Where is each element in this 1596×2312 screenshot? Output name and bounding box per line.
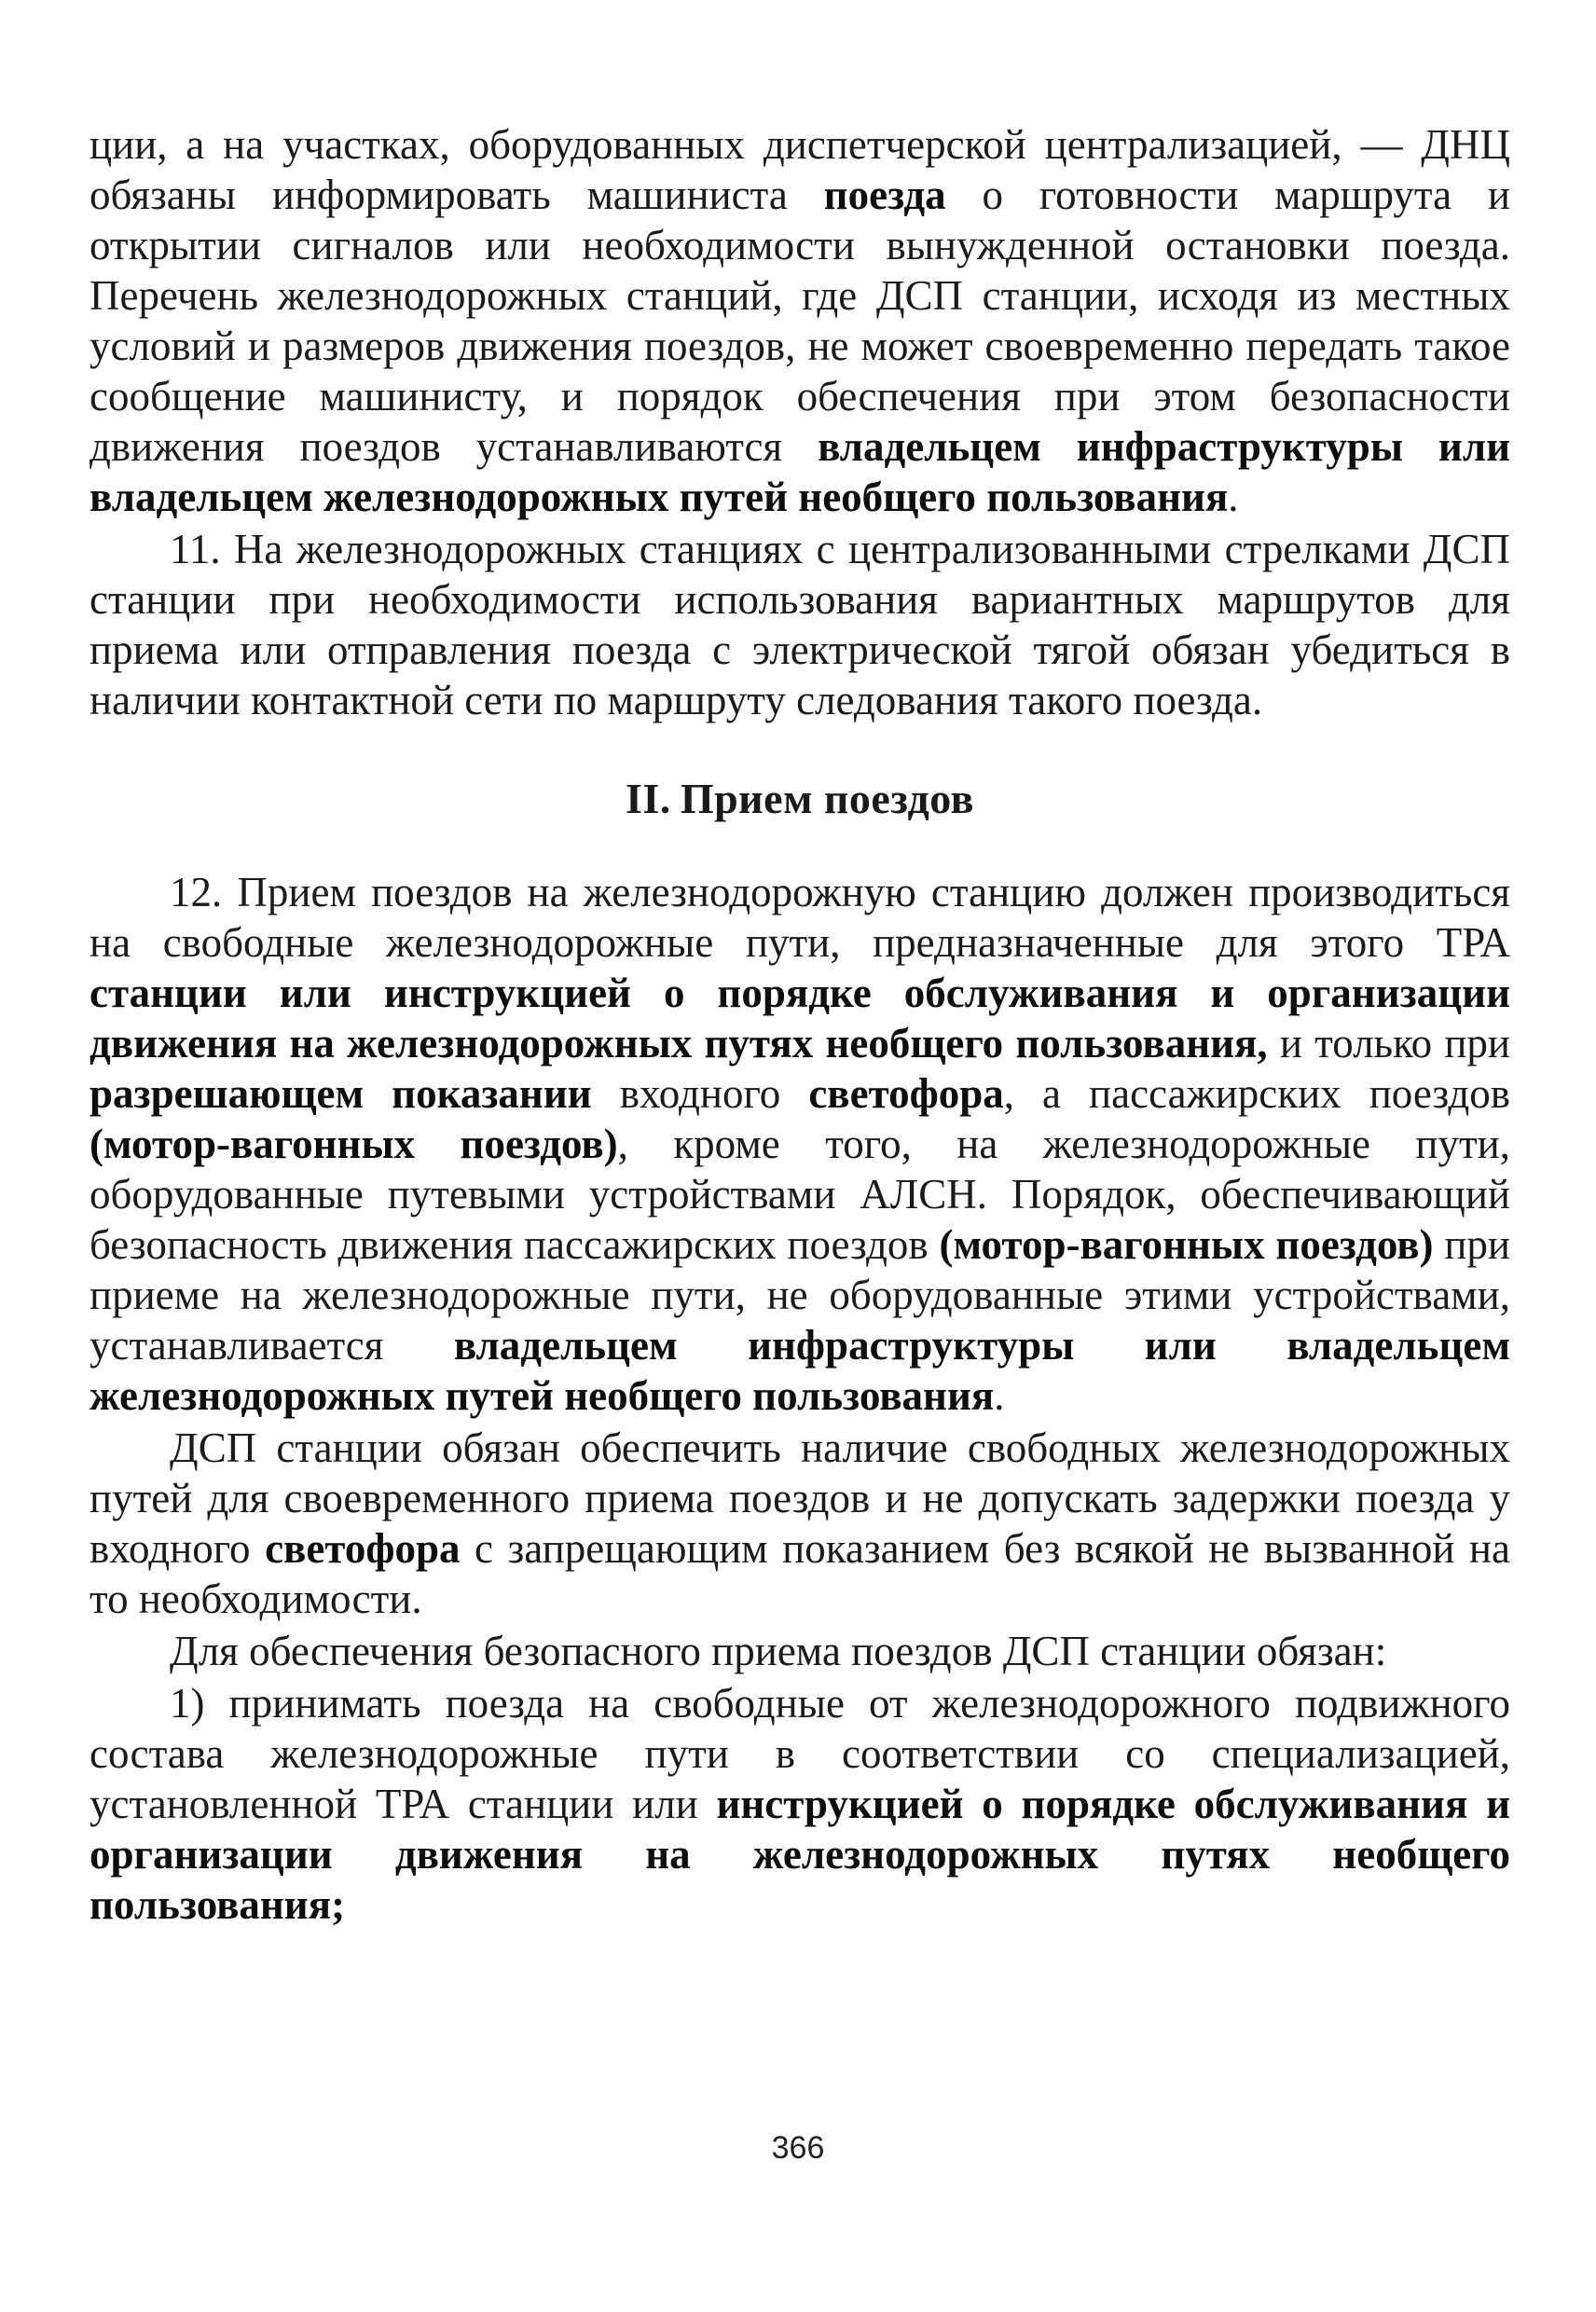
paragraph [89, 867, 1510, 1421]
text-run: входного [591, 1070, 809, 1117]
paragraph [89, 1678, 1510, 1930]
bold-text-run: владельцем инфраструктуры или владельцем железнодорожных путей необщего пользования [89, 1322, 1510, 1419]
bold-text-run: разрешающем показании [89, 1070, 592, 1117]
paragraph [89, 524, 1510, 725]
paragraph [89, 1423, 1510, 1624]
document-page [89, 119, 1510, 1930]
section-heading-title: Прием поездов [680, 775, 974, 822]
page-number: 366 [771, 2130, 825, 2166]
text-run: и только при [1267, 1020, 1511, 1067]
section-heading [89, 774, 1510, 824]
text-run: , кроме того, на железнодорожные пути, оборудованные путевыми устройствами АЛСН. Порядок, обеспечивающий безопасность движения пассажирских поездов [89, 1121, 1510, 1268]
text-run: 11. На железнодорожных станциях с централизованными стрелками ДСП станции при необходимости использования вариантных маршрутов для приема или отправления поезда с электрической тягой обязан убедиться в наличии контактной сети по маршруту следования такого поезда. [89, 526, 1510, 723]
text-run: о готовности маршрута и открытии сигналов или необходимости вынужденной остановки поезда. Перечень железнодорожных станций, где ДСП станции, исходя из местных условий и размеров движения поездов, не может своевременно передать такое сообщение машинисту, и порядок обеспечения при этом безопасности движения поездов устанавливаются [89, 172, 1510, 470]
bold-text-run: станции или инструкцией о порядке обслуживания и организации движения на железнодорожных путях необщего пользования, [89, 970, 1510, 1067]
document-body [89, 119, 1510, 1930]
text-run: . [994, 1372, 1005, 1419]
text-run: при приеме на железнодорожные пути, не оборудованные этими устройствами, устанавливается [89, 1221, 1510, 1369]
bold-text-run: светофора [808, 1070, 1004, 1117]
text-run: . [1228, 474, 1239, 520]
text-run: ДСП станции обязан обеспечить наличие свободных железнодорожных путей для своевременного приема поездов и не допускать задержки поезда у входного [89, 1424, 1510, 1572]
text-run: 12. Прием поездов на железнодорожную станцию должен производиться на свободные железнодорожные пути, предназначенные для этого ТРА [89, 869, 1510, 966]
bold-text-run: (мотор-вагонных поездов) [89, 1121, 618, 1167]
text-run: Для обеспечения безопасного приема поездов ДСП станции обязан: [170, 1628, 1387, 1674]
paragraph [89, 119, 1510, 522]
text-run: ции, а на участках, оборудованных диспетчерской централизацией, — ДНЦ обязаны информировать машиниста [89, 121, 1510, 218]
text-run: 1) принимать поезда на свободные от железнодорожного подвижного состава железнодорожные пути в соответствии со специализацией, установленной ТРА станции или [89, 1680, 1510, 1827]
bold-text-run: инструкцией о порядке обслуживания и организации движения на железнодорожных путях необщего пользования; [89, 1781, 1510, 1928]
paragraph [89, 1626, 1510, 1676]
bold-text-run: (мотор-вагонных поездов) [939, 1221, 1434, 1268]
bold-text-run: владельцем инфраструктуры или владельцем железнодорожных путей необщего пользования [89, 423, 1510, 520]
text-run: , а пассажирских поездов [1003, 1070, 1510, 1117]
section-heading-number: II. [626, 775, 671, 822]
bold-text-run: светофора [265, 1525, 461, 1572]
text-run: с запрещающим показанием без всякой не вызванной на то необходимости. [89, 1525, 1510, 1622]
bold-text-run: поезда [823, 172, 946, 218]
